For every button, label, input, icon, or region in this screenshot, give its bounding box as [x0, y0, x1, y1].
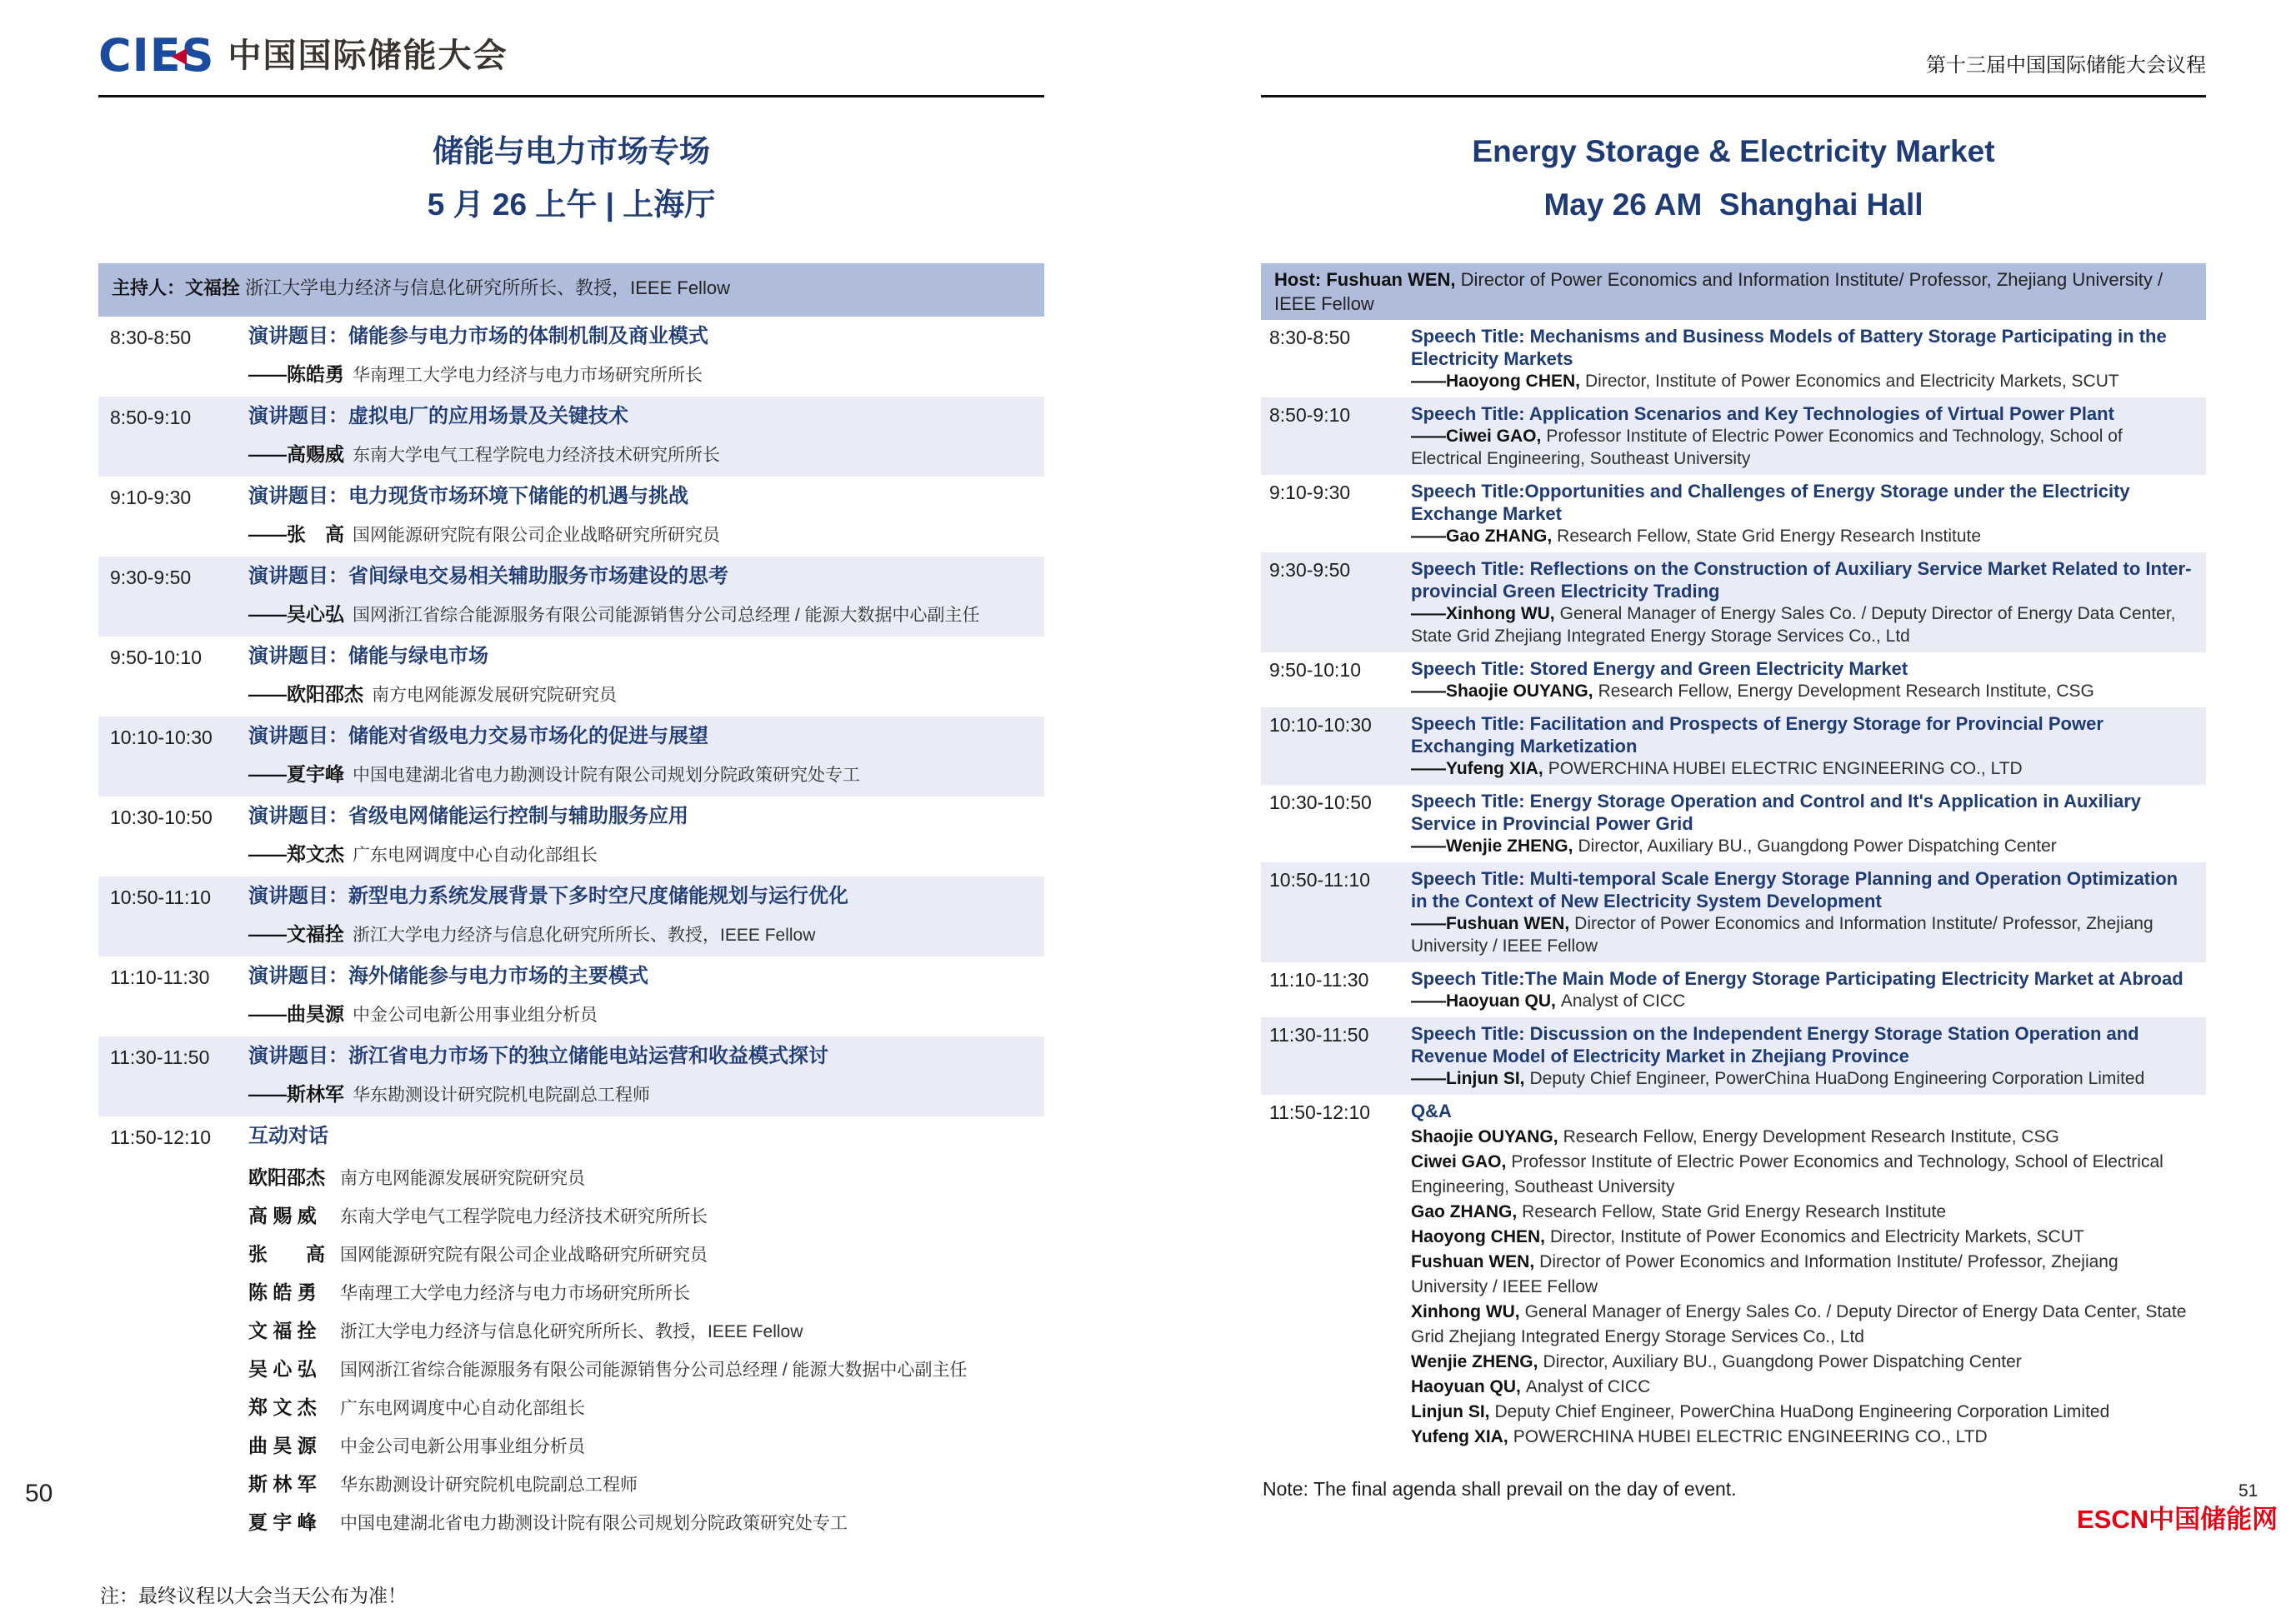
speaker-affiliation: 中国电建湖北省电力勘测设计院有限公司规划分院政策研究处专工	[353, 766, 860, 785]
schedule-row	[1261, 397, 2206, 475]
host-row	[98, 263, 1044, 317]
qa-participant	[1411, 1300, 2194, 1350]
document-header-title: 第十三届中国国际储能大会议程	[1926, 54, 2206, 77]
schedule-row	[1261, 962, 2206, 1017]
time-slot: 11:50-12:10	[1269, 1101, 1371, 1123]
speech-title: 演讲题目：电力现货市场环境下储能的机遇与挑战	[248, 485, 688, 507]
participant-affiliation: POWERCHINA HUBEI ELECTRIC ENGINEERING CO., LTD	[1513, 1427, 1988, 1446]
participant-affiliation: 中国电建湖北省电力勘测设计院有限公司规划分院政策研究处专工	[340, 1514, 848, 1533]
schedule-row	[1261, 552, 2206, 652]
speaker-affiliation: 华南理工大学电力经济与电力市场研究所所长	[353, 366, 703, 385]
time-slot: 9:50-10:10	[110, 647, 202, 668]
speech-title: 演讲题目：省间绿电交易相关辅助服务市场建设的思考	[248, 565, 728, 587]
time-slot: 9:10-9:30	[1269, 482, 1351, 503]
participant-affiliation: Research Fellow, Energy Development Research Institute, CSG	[1563, 1127, 2059, 1146]
speaker-line	[248, 1001, 1033, 1028]
participant-affiliation: 华南理工大学电力经济与电力市场研究所所长	[340, 1284, 690, 1303]
schedule-row	[98, 637, 1044, 717]
speaker-affiliation: Director, Auxiliary BU., Guangdong Power Dispatching Center	[1578, 836, 2057, 856]
participant-name: Fushuan WEN,	[1411, 1252, 1535, 1271]
agenda-note: Note: The final agenda shall prevail on the day of event.	[1263, 1478, 1737, 1500]
participant-name: 斯 林 军	[248, 1473, 317, 1495]
speaker-line	[1411, 602, 2194, 647]
participant-name: Haoyong CHEN,	[1411, 1227, 1546, 1246]
time-slot: 10:30-10:50	[110, 806, 213, 828]
speech-title: Speech Title: Multi-temporal Scale Energy Storage Planning and Operation Optimization in the Context of New Electricity System Development	[1411, 868, 2178, 911]
page-number-left: 50	[25, 1480, 53, 1507]
speaker-affiliation: Research Fellow, State Grid Energy Research Institute	[1557, 527, 1982, 546]
speaker-line	[1411, 1067, 2194, 1090]
speaker-line	[248, 921, 1033, 948]
speaker-line	[248, 522, 1033, 548]
time-slot: 11:10-11:30	[110, 966, 210, 988]
participant-affiliation: Director of Power Economics and Information Institute/ Professor, Zhejiang University / IEEE Fellow	[1411, 1252, 2118, 1296]
schedule-row	[98, 1036, 1044, 1116]
participant-affiliation: Research Fellow, State Grid Energy Research Institute	[1522, 1202, 1947, 1221]
speech-title: Speech Title: Discussion on the Independent Energy Storage Station Operation and Revenue Model of Electricity Market in Zhejiang Province	[1411, 1023, 2139, 1066]
speech-title: 演讲题目：新型电力系统发展背景下多时空尺度储能规划与运行优化	[248, 885, 848, 907]
speaker-name: ——欧阳邵杰	[248, 683, 363, 705]
participant-affiliation: 东南大学电气工程学院电力经济技术研究所所长	[340, 1207, 708, 1226]
time-slot: 10:10-10:30	[110, 727, 213, 748]
schedule-row	[98, 717, 1044, 797]
speech-title: 演讲题目：浙江省电力市场下的独立储能电站运营和收益模式探讨	[248, 1045, 828, 1067]
speaker-affiliation: 国网浙江省综合能源服务有限公司能源销售分公司总经理 / 能源大数据中心副主任	[353, 606, 980, 625]
speech-title: Speech Title:The Main Mode of Energy Storage Participating Electricity Market at Abroad	[1411, 968, 2183, 989]
participant-name: Yufeng XIA,	[1411, 1427, 1508, 1446]
time-slot: 11:10-11:30	[1269, 969, 1369, 991]
schedule-row	[98, 317, 1044, 397]
speaker-name: ——Xinhong WU,	[1411, 604, 1555, 623]
speaker-affiliation: Professor Institute of Electric Power Economics and Technology, School of Electrical Engineering, Southeast University	[1411, 427, 2123, 468]
participant-affiliation: Director, Auxiliary BU., Guangdong Power Dispatching Center	[1543, 1352, 2022, 1371]
time-slot: 10:10-10:30	[1269, 714, 1372, 736]
qa-participant	[1411, 1200, 2194, 1225]
schedule-row	[98, 956, 1044, 1036]
time-slot: 8:30-8:50	[110, 327, 192, 348]
speaker-affiliation: Analyst of CICC	[1560, 991, 1686, 1011]
participant-affiliation: 中金公司电新公用事业组分析员	[340, 1437, 585, 1456]
participant-name: Linjun SI,	[1411, 1402, 1490, 1421]
participant-name: 张 高	[248, 1243, 325, 1265]
participant-name: 高 赐 威	[248, 1205, 317, 1226]
schedule-table-cn	[98, 263, 1044, 1557]
participant-name: 文 福 拴	[248, 1320, 317, 1341]
participant-name: 吴 心 弘	[248, 1358, 317, 1380]
qa-participant	[1411, 1250, 2194, 1300]
participant-name: Shaojie OUYANG,	[1411, 1127, 1558, 1146]
schedule-row	[1261, 475, 2206, 552]
page-number-right: 51	[2238, 1481, 2258, 1501]
speaker-name: ——斯林军	[248, 1083, 344, 1105]
speaker-line	[1411, 525, 2194, 547]
speaker-name: ——Yufeng XIA,	[1411, 759, 1543, 778]
escn-logo: ESCN中国储能网	[2077, 1505, 2278, 1534]
session-title-en	[1261, 135, 2206, 222]
participant-affiliation: Analyst of CICC	[1525, 1377, 1651, 1396]
left-page	[98, 125, 1044, 1608]
right-page	[1261, 125, 2206, 1501]
speech-title: 演讲题目：虚拟电厂的应用场景及关键技术	[248, 405, 628, 427]
speaker-line	[248, 442, 1033, 468]
speaker-name: ——Shaojie OUYANG,	[1411, 682, 1593, 701]
schedule-row	[1261, 1017, 2206, 1095]
speaker-name: ——陈皓勇	[248, 363, 344, 385]
participant-affiliation: 国网浙江省综合能源服务有限公司能源销售分公司总经理 / 能源大数据中心副主任	[340, 1361, 968, 1380]
speaker-affiliation: 东南大学电气工程学院电力经济技术研究所所长	[353, 446, 720, 465]
session-title-cn	[98, 135, 1044, 222]
speaker-line	[1411, 990, 2194, 1012]
participant-name: 夏 宇 峰	[248, 1511, 317, 1533]
qa-participant	[1411, 1400, 2194, 1425]
time-slot: 11:50-12:10	[110, 1126, 212, 1148]
speaker-affiliation: Director of Power Economics and Information Institute/ Professor, Zhejiang University / IEEE Fellow	[1411, 914, 2153, 956]
schedule-row	[98, 557, 1044, 637]
speaker-line	[1411, 757, 2194, 780]
host-name: 主持人：文福拴	[112, 277, 241, 298]
time-slot: 11:30-11:50	[110, 1046, 210, 1068]
schedule-row	[98, 477, 1044, 557]
speaker-line	[1411, 425, 2194, 470]
cies-logo	[98, 29, 508, 82]
participant-name: 郑 文 杰	[248, 1396, 317, 1418]
time-slot: 8:50-9:10	[110, 407, 192, 428]
speaker-line	[1411, 680, 2194, 702]
participant-name: 陈 皓 勇	[248, 1281, 317, 1303]
host-affiliation: 浙江大学电力经济与信息化研究所所长、教授，IEEE Fellow	[245, 277, 730, 298]
speech-title: Speech Title: Energy Storage Operation and Control and It's Application in Auxiliary Service in Provincial Power Grid	[1411, 791, 2141, 834]
qa-participant	[248, 1319, 1033, 1344]
speaker-affiliation: 中金公司电新公用事业组分析员	[353, 1006, 598, 1025]
speaker-line	[248, 682, 1033, 708]
schedule-row	[98, 797, 1044, 876]
speaker-line	[248, 602, 1033, 628]
speech-title: 演讲题目：储能参与电力市场的体制机制及商业模式	[248, 325, 708, 347]
time-slot: 8:50-9:10	[1269, 404, 1351, 426]
speech-title: 演讲题目：海外储能参与电力市场的主要模式	[248, 965, 648, 987]
time-slot: 10:30-10:50	[1269, 792, 1372, 813]
speech-title: Speech Title: Facilitation and Prospects of Energy Storage for Provincial Power Exchanging Marketization	[1411, 713, 2103, 757]
speaker-affiliation: 国网能源研究院有限公司企业战略研究所研究员	[353, 526, 720, 545]
qa-participant	[1411, 1375, 2194, 1400]
speaker-name: ——Haoyuan QU,	[1411, 991, 1556, 1011]
participant-name: 欧阳邵杰	[248, 1166, 325, 1188]
participant-affiliation: General Manager of Energy Sales Co. / Deputy Director of Energy Data Center, State Grid Zhejiang Integrated Energy Storage Services Co., Ltd	[1411, 1302, 2187, 1346]
speaker-name: ——张 高	[248, 523, 344, 545]
session-title-line1: Energy Storage & Electricity Market	[1472, 134, 1995, 168]
agenda-note: 注：最终议程以大会当天公布为准！	[100, 1585, 407, 1606]
participant-affiliation: Deputy Chief Engineer, PowerChina HuaDong Engineering Corporation Limited	[1494, 1402, 2110, 1421]
cies-logo-letters: CIES	[98, 29, 215, 82]
qa-participant	[248, 1357, 1033, 1382]
host-affiliation: Director of Power Economics and Information Institute/ Professor, Zhejiang University / IEEE Fellow	[1274, 269, 2163, 314]
speaker-affiliation: Deputy Chief Engineer, PowerChina HuaDong Engineering Corporation Limited	[1529, 1069, 2145, 1088]
qa-participant	[248, 1396, 1033, 1421]
participant-affiliation: 国网能源研究院有限公司企业战略研究所研究员	[340, 1246, 708, 1265]
speaker-affiliation: Director, Institute of Power Economics and Electricity Markets, SCUT	[1585, 372, 2119, 391]
time-slot: 9:30-9:50	[1269, 559, 1351, 581]
participant-name: 曲 昊 源	[248, 1435, 317, 1456]
schedule-row	[1261, 320, 2206, 397]
qa-participant	[248, 1511, 1033, 1536]
qa-row	[98, 1116, 1044, 1557]
speech-title: Speech Title: Stored Energy and Green Electricity Market	[1411, 658, 1908, 679]
speaker-affiliation: 南方电网能源发展研究院研究员	[372, 686, 617, 705]
speaker-name: ——郑文杰	[248, 843, 344, 865]
speaker-name: ——Ciwei GAO,	[1411, 427, 1542, 446]
qa-row	[1261, 1095, 2206, 1455]
speech-title: Speech Title:Opportunities and Challenges of Energy Storage under the Electricity Exchange Market	[1411, 481, 2130, 524]
schedule-row	[1261, 862, 2206, 962]
participant-name: Haoyuan QU,	[1411, 1377, 1521, 1396]
time-slot: 9:10-9:30	[110, 487, 192, 508]
speaker-name: ——曲昊源	[248, 1003, 344, 1025]
speaker-affiliation: 浙江大学电力经济与信息化研究所所长、教授，IEEE Fellow	[353, 926, 816, 945]
speaker-line	[248, 362, 1033, 388]
session-title-line2: May 26 AM Shanghai Hall	[1543, 187, 1923, 222]
speaker-affiliation: 广东电网调度中心自动化部组长	[353, 846, 598, 865]
participant-name: Gao ZHANG,	[1411, 1202, 1518, 1221]
qa-title: Q&A	[1411, 1101, 1452, 1121]
qa-title: 互动对话	[248, 1125, 328, 1147]
participant-affiliation: 浙江大学电力经济与信息化研究所所长、教授，IEEE Fellow	[340, 1322, 803, 1341]
speaker-name: ——夏宇峰	[248, 763, 344, 785]
host-row	[1261, 263, 2206, 320]
qa-participant	[248, 1281, 1033, 1306]
schedule-row	[1261, 785, 2206, 862]
schedule-table-en	[1261, 263, 2206, 1455]
host-name: Host: Fushuan WEN,	[1274, 269, 1456, 290]
schedule-row	[98, 876, 1044, 956]
speech-title: Speech Title: Application Scenarios and Key Technologies of Virtual Power Plant	[1411, 403, 2114, 424]
qa-participant	[248, 1166, 1033, 1191]
participant-affiliation: Director, Institute of Power Economics and Electricity Markets, SCUT	[1550, 1227, 2084, 1246]
time-slot: 9:30-9:50	[110, 567, 192, 588]
speaker-affiliation: General Manager of Energy Sales Co. / Deputy Director of Energy Data Center, State Grid Zhejiang Integrated Energy Storage Services Co., Ltd	[1411, 604, 2176, 646]
speech-title: 演讲题目：储能与绿电市场	[248, 645, 488, 667]
schedule-row	[1261, 707, 2206, 785]
schedule-row	[98, 397, 1044, 477]
time-slot: 8:30-8:50	[1269, 327, 1351, 348]
speaker-line	[248, 1081, 1033, 1108]
participant-affiliation: Professor Institute of Electric Power Economics and Technology, School of Electrical Engineering, Southeast University	[1411, 1152, 2163, 1196]
qa-participant	[1411, 1125, 2194, 1150]
time-slot: 10:50-11:10	[1269, 869, 1371, 891]
speaker-name: ——吴心弘	[248, 603, 344, 625]
speech-title: Speech Title: Reflections on the Construction of Auxiliary Service Market Related to Inter-provincial Green Electricity Trading	[1411, 558, 2192, 602]
speech-title: Speech Title: Mechanisms and Business Models of Battery Storage Participating in the Electricity Markets	[1411, 326, 2167, 369]
qa-participant	[1411, 1350, 2194, 1375]
speaker-affiliation: Research Fellow, Energy Development Research Institute, CSG	[1598, 682, 2094, 701]
qa-participant	[248, 1472, 1033, 1497]
header-rule-right	[1261, 95, 2206, 97]
participant-name: Xinhong WU,	[1411, 1302, 1520, 1321]
speaker-affiliation: 华东勘测设计研究院机电院副总工程师	[353, 1086, 650, 1105]
header-rule-left	[98, 95, 1044, 97]
speaker-name: ——Gao ZHANG,	[1411, 527, 1553, 546]
speaker-line	[248, 762, 1033, 788]
participant-affiliation: 华东勘测设计研究院机电院副总工程师	[340, 1476, 638, 1495]
participant-name: Wenjie ZHENG,	[1411, 1352, 1538, 1371]
time-slot: 11:30-11:50	[1269, 1024, 1369, 1046]
speaker-affiliation: POWERCHINA HUBEI ELECTRIC ENGINEERING CO., LTD	[1548, 759, 2023, 778]
qa-participant	[1411, 1225, 2194, 1250]
qa-participant	[248, 1242, 1033, 1267]
speaker-line	[1411, 835, 2194, 857]
cies-logo-mark	[98, 29, 215, 82]
cies-logo-text: 中国国际储能大会	[228, 37, 508, 74]
time-slot: 9:50-10:10	[1269, 659, 1361, 681]
qa-participant	[1411, 1425, 2194, 1450]
speaker-line	[1411, 912, 2194, 957]
participant-name: Ciwei GAO,	[1411, 1152, 1507, 1171]
speech-title: 演讲题目：储能对省级电力交易市场化的促进与展望	[248, 725, 708, 747]
qa-participant	[1411, 1150, 2194, 1200]
participant-affiliation: 南方电网能源发展研究院研究员	[340, 1169, 585, 1188]
speaker-line	[1411, 370, 2194, 392]
speaker-name: ——Wenjie ZHENG,	[1411, 836, 1573, 856]
speaker-line	[248, 841, 1033, 868]
cies-logo-arrow-icon	[172, 48, 187, 65]
speaker-name: ——Fushuan WEN,	[1411, 914, 1570, 933]
speaker-name: ——Haoyong CHEN,	[1411, 372, 1581, 391]
session-title-line1: 储能与电力市场专场	[433, 134, 710, 168]
speaker-name: ——Linjun SI,	[1411, 1069, 1525, 1088]
participant-affiliation: 广东电网调度中心自动化部组长	[340, 1399, 585, 1418]
schedule-row	[1261, 652, 2206, 707]
qa-participant	[248, 1204, 1033, 1229]
speaker-name: ——高赐威	[248, 443, 344, 465]
speech-title: 演讲题目：省级电网储能运行控制与辅助服务应用	[248, 805, 688, 827]
speaker-name: ——文福拴	[248, 923, 344, 945]
session-title-line2: 5 月 26 上午 | 上海厅	[427, 187, 716, 222]
time-slot: 10:50-11:10	[110, 886, 212, 908]
qa-participant	[248, 1434, 1033, 1459]
